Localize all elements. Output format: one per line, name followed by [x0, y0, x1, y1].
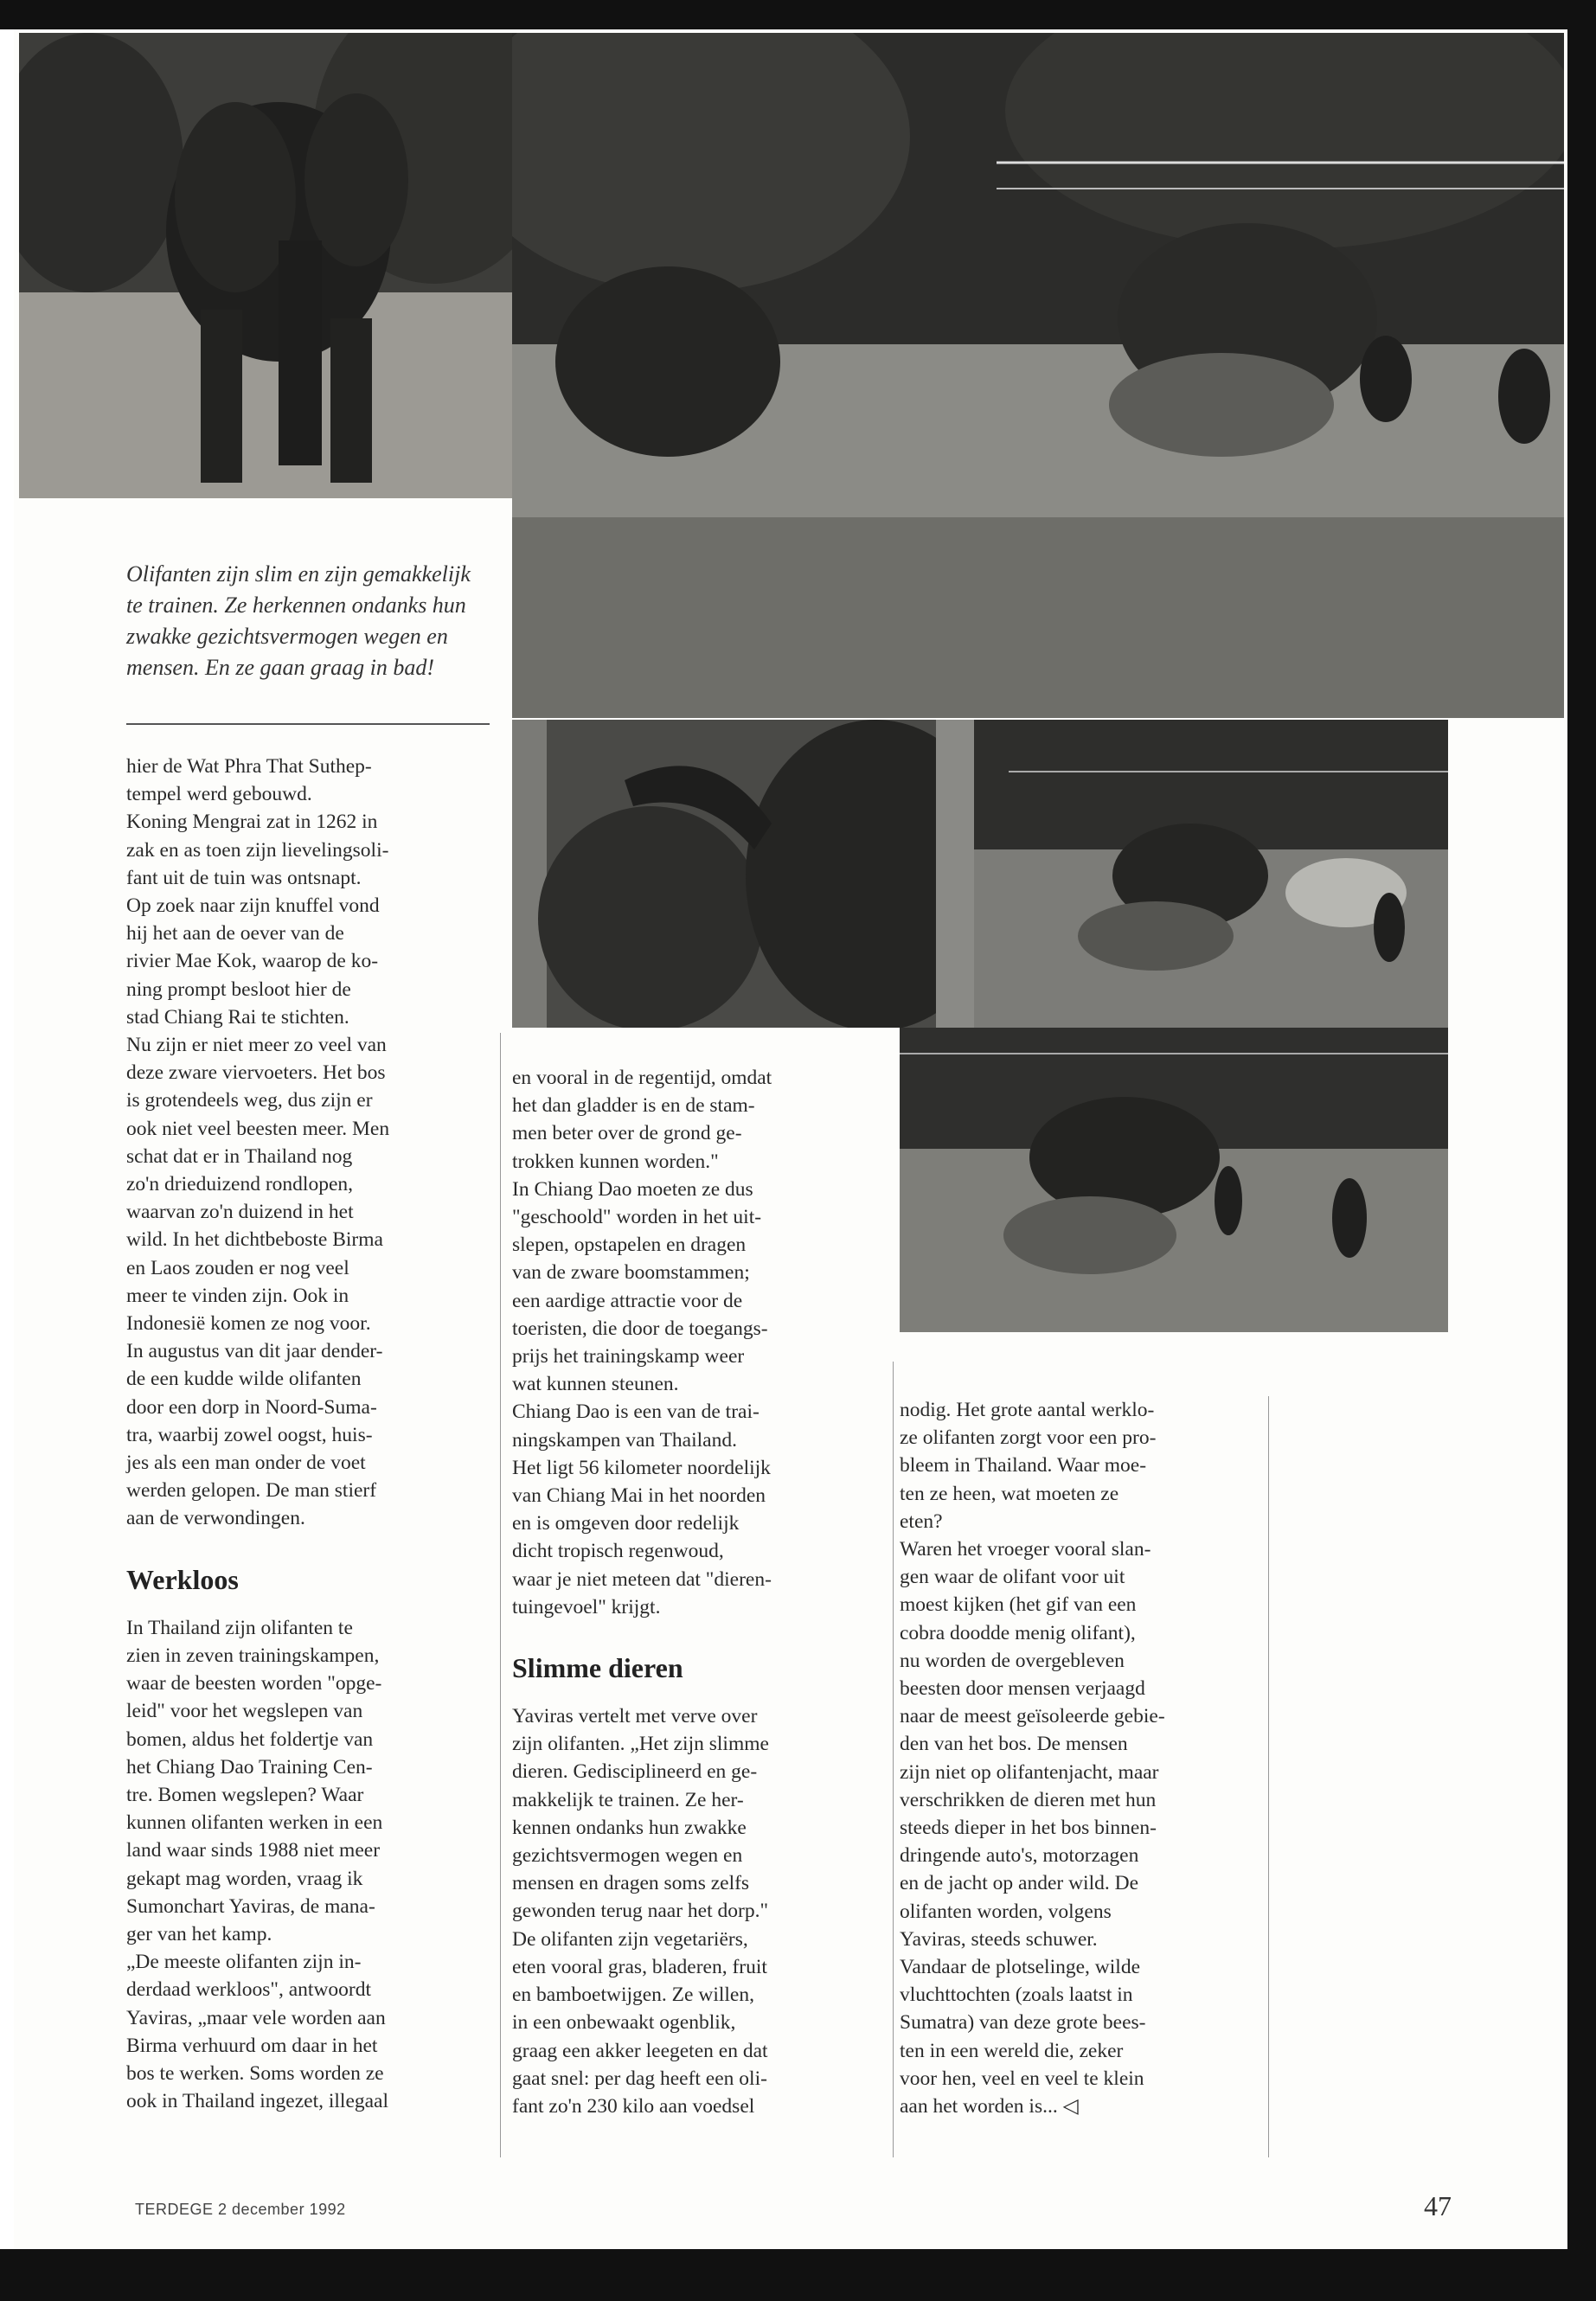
photo-elephants-splashing	[974, 720, 1448, 1028]
elephant-photo-icon	[19, 33, 512, 498]
photo-elephants-mahouts	[900, 1028, 1448, 1332]
section-heading-slimme-dieren: Slimme dieren	[512, 1652, 683, 1684]
photo-elephants-bathing-river	[512, 33, 1564, 718]
photo-caption: Olifanten zijn slim en zijn gemakkelijk te trainen. Ze herkennen ondanks hun zwakke gezichtsvermogen wegen en mensen. En ze gaan graag in bad!	[126, 561, 471, 680]
scan-border-top	[0, 0, 1596, 29]
section-heading-werkloos: Werkloos	[126, 1563, 239, 1595]
river-photo-icon	[900, 1028, 1448, 1332]
photo-elephant-heads	[512, 720, 974, 1028]
column-divider	[893, 1362, 894, 2157]
article-paragraph: Yaviras vertelt met verve over zijn olifanten. „Het zijn slimme dieren. Gedisciplineerd en ge- makkelijk te trainen. Ze her- kennen ondanks hun zwakke gezichtsvermogen wegen en mensen en dragen soms zelfs gewonden terug naar het dorp." De olifanten zijn vegetariërs, eten vooral gras, bladeren, fruit en bamboetwijgen. Ze willen, in een onbewaakt ogenblik, graag een akker leegeten en dat gaat snel: per dag heeft een oli- fant zo'n 230 kilo aan voedsel	[512, 1705, 769, 2118]
river-photo-icon	[974, 720, 1448, 1028]
elephant-photo-icon	[512, 720, 974, 1028]
text-column-3	[900, 1396, 1280, 2120]
column-divider	[500, 1033, 501, 2157]
article-paragraph: hier de Wat Phra That Suthep- tempel werd gebouwd. Koning Mengrai zat in 1262 in zak en as toen zijn lievelingsoli- fant uit de tuin was ontsnapt. Op zoek naar zijn knuffel vond hij het aan de oever van de rivier Mae Kok, waarop de ko- ning prompt besloot hier de stad Chiang Rai te stichten. Nu zijn er niet meer zo veel van deze zware viervoeters. Het bos is grotendeels weg, dus zijn er ook niet veel beesten meer. Men schat dat er in Thailand nog zo'n drieduizend rondlopen, waarvan zo'n duizend in het wild. In het dichtbeboste Birma en Laos zouden er nog veel meer te vinden zijn. Ook in Indonesië komen ze nog voor. In augustus van dit jaar dender- de een kudde wilde olifanten door een dorp in Noord-Suma- tra, waarbij zowel oogst, huis- jes als een man onder de voet werden gelopen. De man stierf aan de verwondingen.	[126, 755, 390, 1530]
text-column-1	[126, 753, 498, 2115]
article-paragraph: In Thailand zijn olifanten te zien in zeven trainingskampen, waar de beesten worden "opge- leid" voor het wegslepen van bomen, aldus het foldertje van het Chiang Dao Training Cen- tre. Bomen wegslepen? Waar kunnen olifanten werken in een land waar sinds 1988 niet meer gekapt mag worden, vraag ik Sumonchart Yaviras, de mana- ger van het kamp. „De meeste olifanten zijn in- derdaad werkloos", antwoordt Yaviras, „maar vele worden aan Birma verhuurd om daar in het bos te werken. Soms worden ze ook in Thailand ingezet, illegaal	[126, 1616, 389, 2113]
scan-border-right	[1567, 0, 1596, 2301]
page-number: 47	[1424, 2190, 1452, 2221]
photo-elephant-on-road	[19, 33, 512, 498]
publication-footer: TERDEGE 2 december 1992	[135, 2201, 346, 2218]
column-divider	[1268, 1396, 1269, 2157]
text-column-2	[512, 1064, 893, 2120]
article-paragraph: nodig. Het grote aantal werklo- ze olifanten zorgt voor een pro- bleem in Thailand. Waar moe- ten ze heen, wat moeten ze eten? Waren het vroeger vooral slan- gen waar de olifant voor uit moest kijken (het gif van een cobra doodde menig olifant), nu worden de overgebleven beesten door mensen verjaagd naar de meest geïsoleerde gebie- den van het bos. De mensen zijn niet op olifantenjacht, maar verschrikken de dieren met hun steeds dieper in het bos binnen- dringende auto's, motorzagen en de jacht op ander wild. De olifanten worden, volgens Yaviras, steeds schuwer. Vandaar de plotselinge, wilde vluchttochten (zoals laatst in Sumatra) van deze grote bees- ten in een wereld die, zeker voor hen, veel en veel te klein aan het worden is... ◁	[900, 1399, 1165, 2118]
magazine-page	[14, 29, 1567, 2249]
scan-border-bottom	[0, 2249, 1596, 2301]
article-paragraph: en vooral in de regentijd, omdat het dan gladder is en de stam- men beter over de grond ge- trokken kunnen worden." In Chiang Dao moeten ze dus "geschoold" worden in het uit- slepen, opstapelen en dragen van de zware boomstammen; een aardige attractie voor de toeristen, die door de toegangs- prijs het trainingskamp weer wat kunnen steunen. Chiang Dao is een van de trai- ningskampen van Thailand. Het ligt 56 kilometer noordelijk van Chiang Mai in het noorden en is omgeven door redelijk dicht tropisch regenwoud, waar je niet meteen dat "dieren- tuingevoel" krijgt.	[512, 1067, 772, 1618]
river-photo-icon	[512, 33, 1564, 718]
caption-divider	[126, 723, 490, 725]
